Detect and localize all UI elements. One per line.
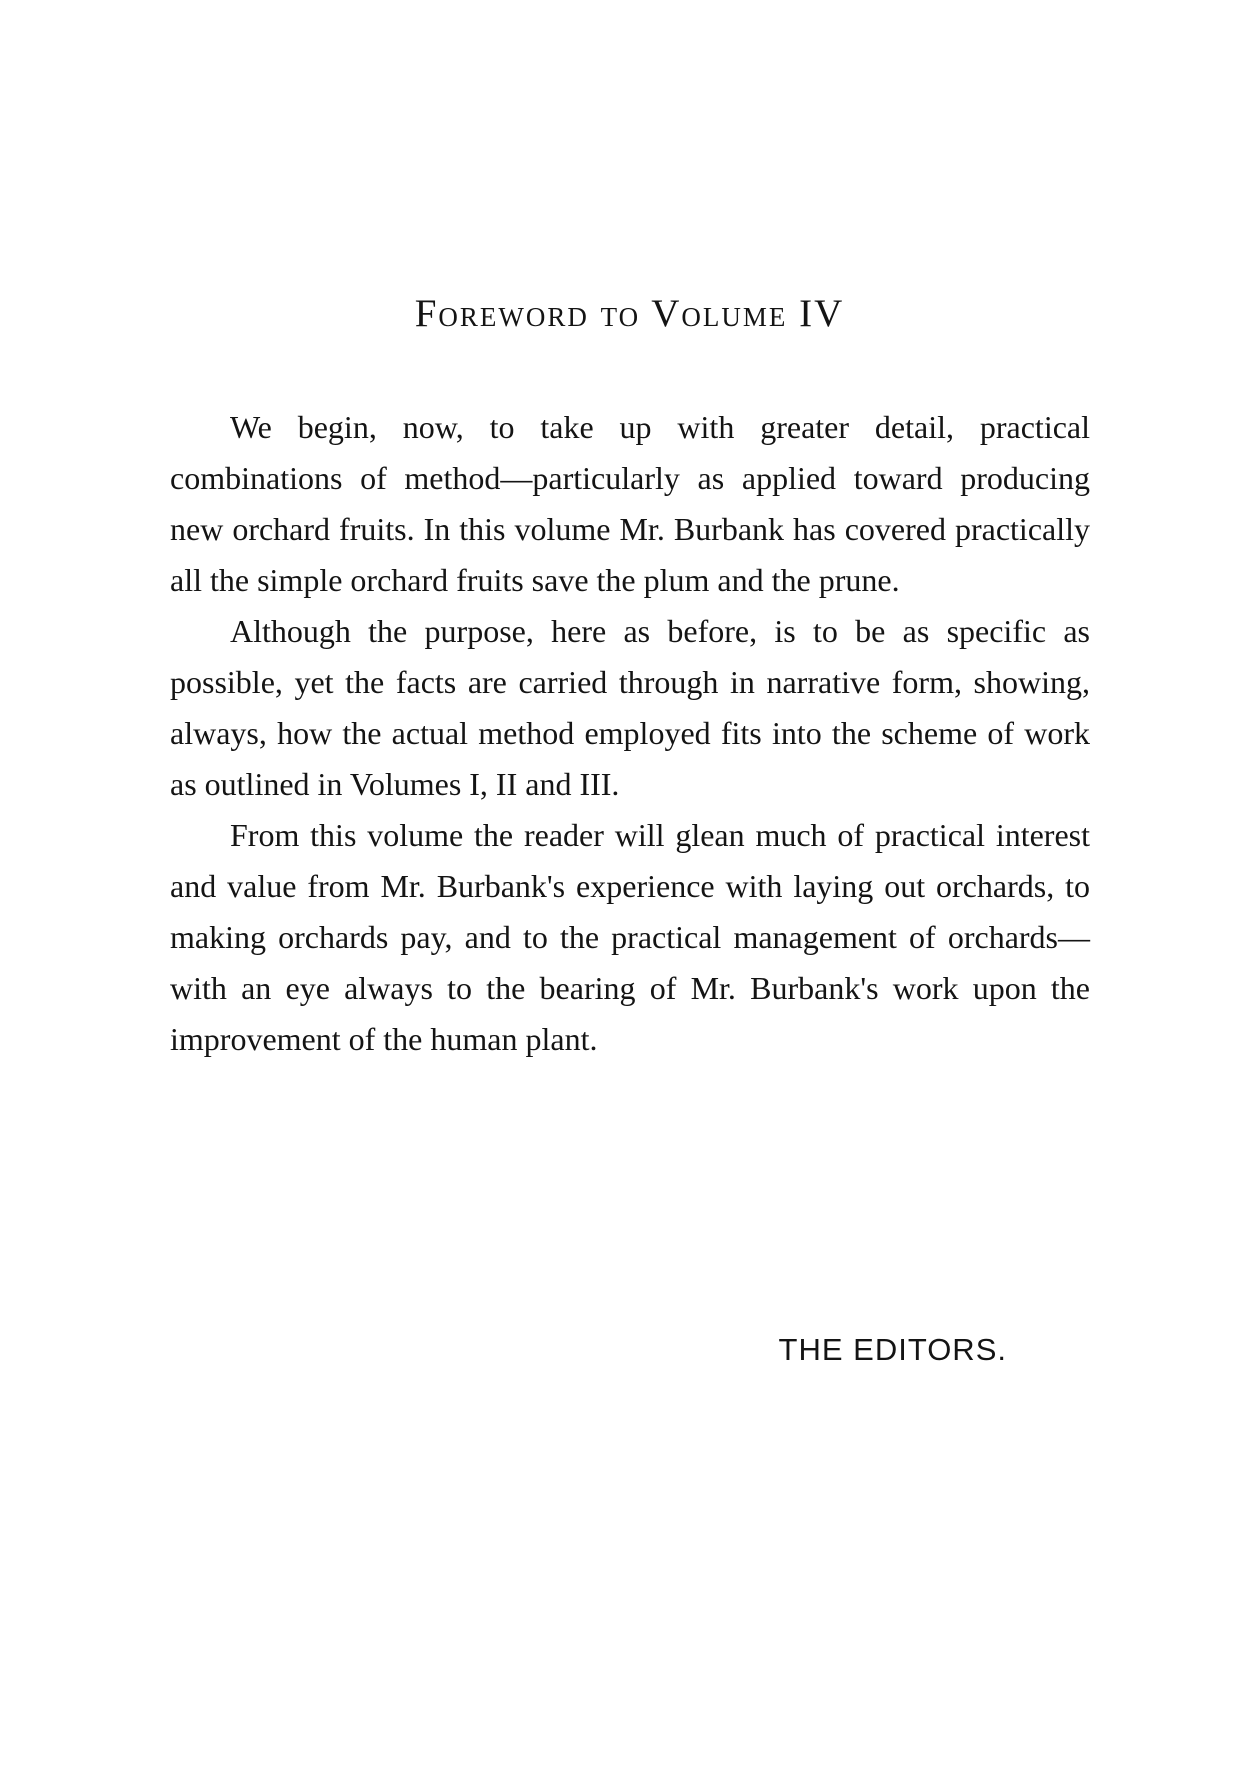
paragraph-1: We begin, now, to take up with greater detail, practical combinations of method—particularly as applied toward producing new orchard fruits. In this volume Mr. Burbank has covered practically all the simple orchard fruits save the plum and the prune. <box>170 409 1090 598</box>
paragraph-2: Although the purpose, here as before, is to be as specific as possible, yet the facts are carried through in narrative form, showing, always, how the actual method employed fits into the scheme of work as outlined in Volumes I, II and III. <box>170 613 1090 802</box>
foreword-body <box>170 402 1090 1065</box>
paragraph-3: From this volume the reader will glean much of practical interest and value from Mr. Burbank's experience with laying out orchards, to making orchards pay, and to the practical management of orchards—with an eye always to the bearing of Mr. Burbank's work upon the improvement of the human plant. <box>170 817 1090 1057</box>
signature: THE EDITORS. <box>778 1332 1007 1367</box>
page-title: Foreword to Volume IV <box>414 292 845 335</box>
